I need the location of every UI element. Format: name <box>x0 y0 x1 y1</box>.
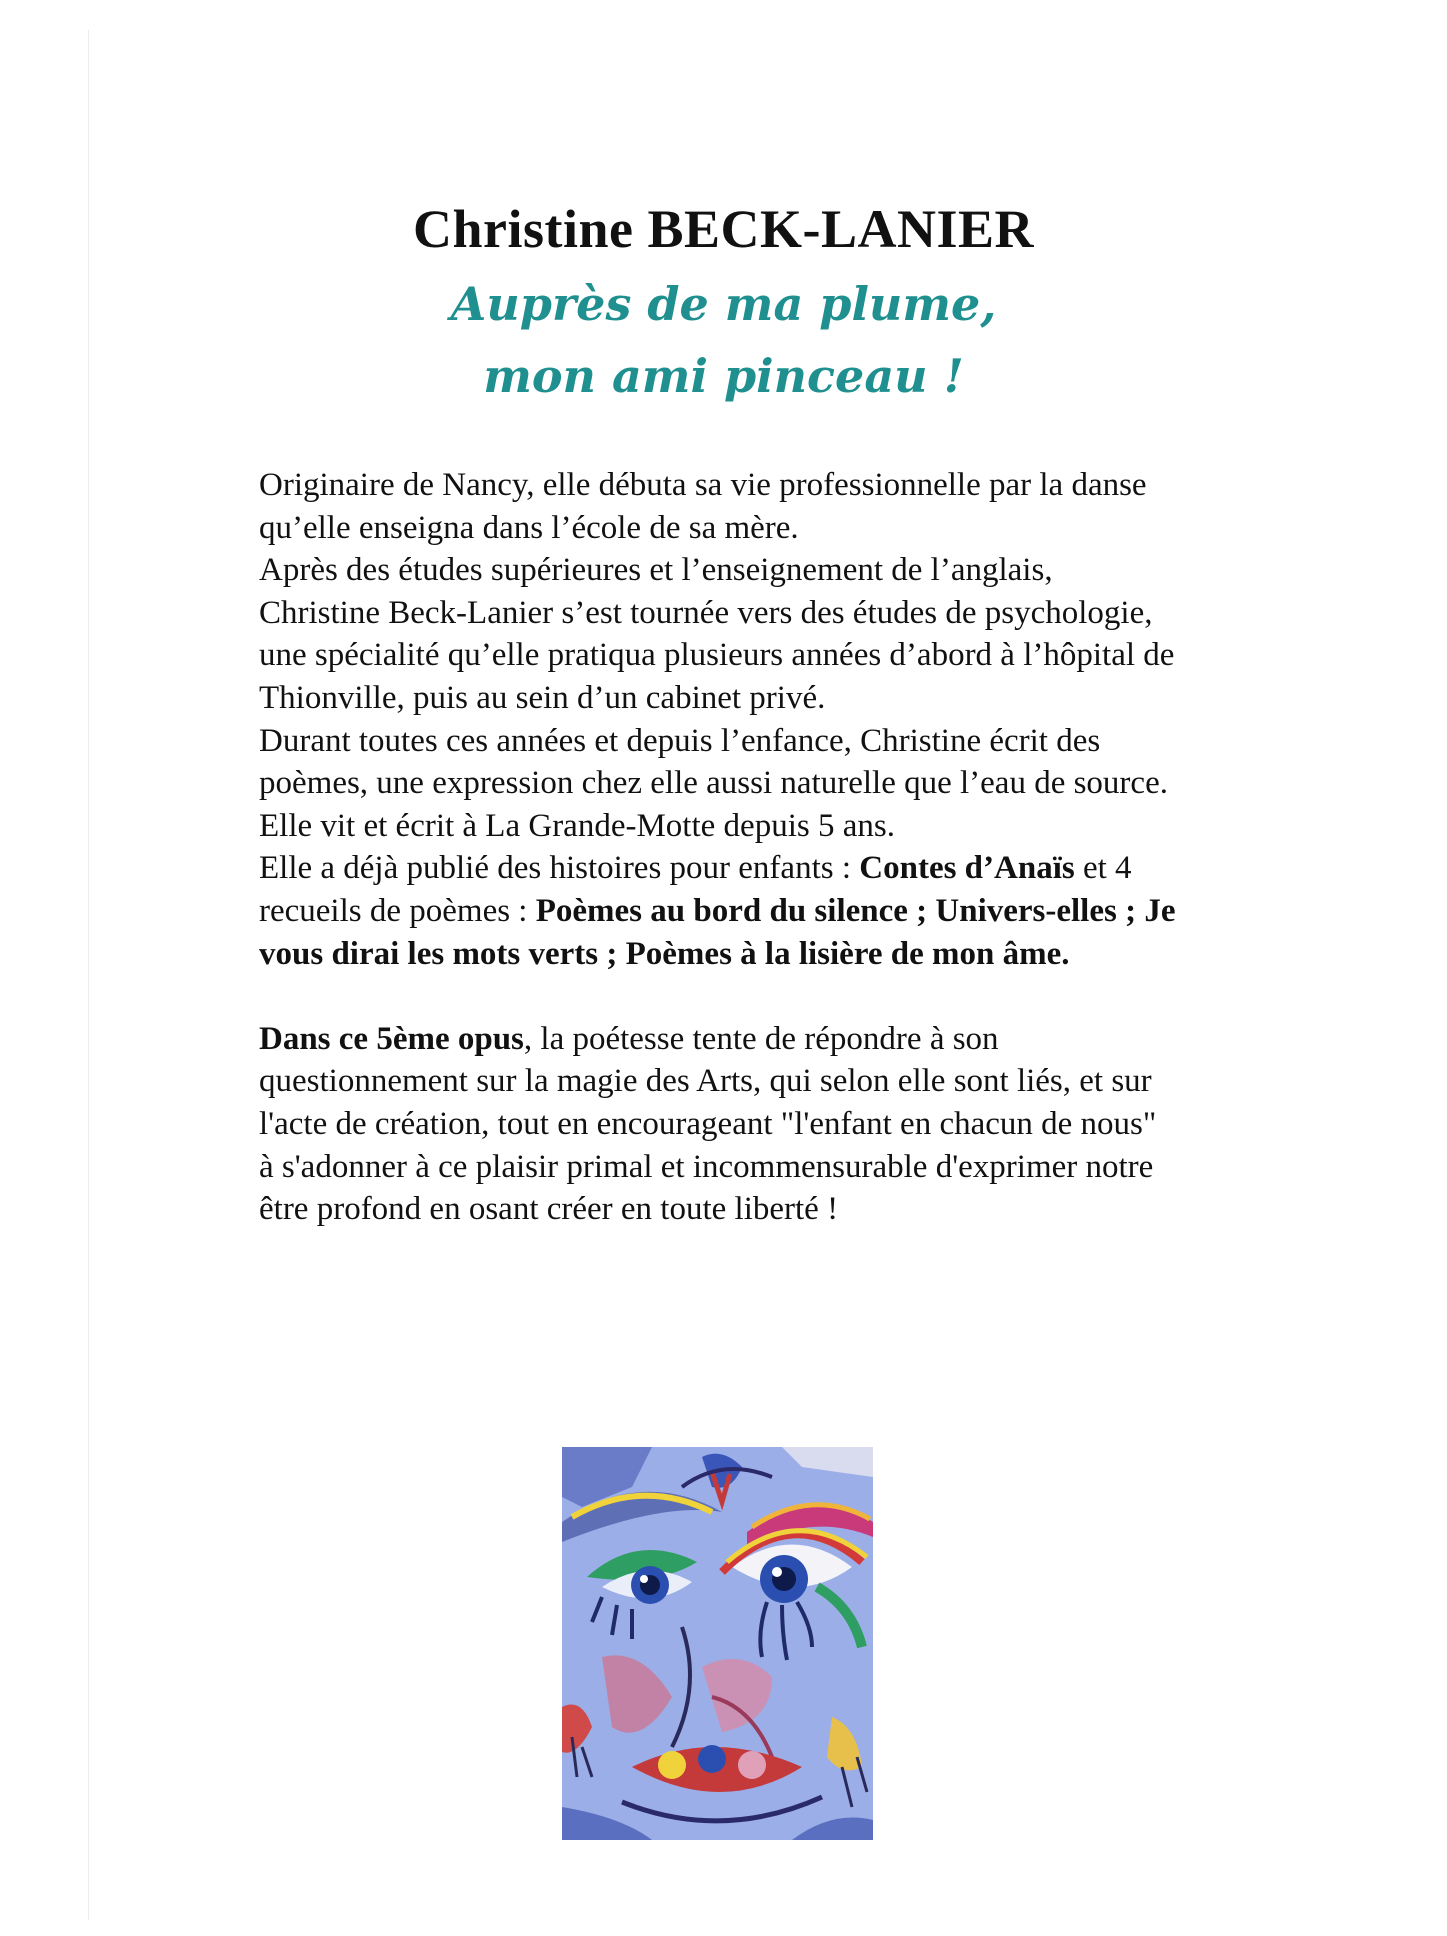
author-name: Christine BECK-LANIER <box>412 199 1035 259</box>
cover-painting <box>562 1447 873 1840</box>
header <box>0 196 1447 412</box>
paragraph-gap <box>259 975 1179 1018</box>
book-title-line-2: mon ami pinceau ! <box>483 349 964 403</box>
publications-intro: Elle a déjà publié des histoires pour enfants : <box>259 850 860 887</box>
bio-paragraph-poetry: Durant toutes ces années et depuis l’enfance, Christine écrit des poèmes, une expression chez elle aussi naturelle que l’eau de source. Elle vit et écrit à La Grande-Motte depuis 5 ans. <box>259 722 1168 844</box>
bio-paragraph-publications <box>259 847 1179 975</box>
biography <box>259 464 1179 1231</box>
publications-mid: et 4 recueils de poèmes : <box>259 850 1132 929</box>
book-title <box>0 268 1447 412</box>
bio-paragraph-studies: Après des études supérieures et l’enseignement de l’anglais, Christine Beck-Lanier s’est tournée vers des études de psychologie, une spécialité qu’elle pratiqua plusieurs années d’abord à l’hôpital de Thionville, puis au sein d’un cabinet privé. <box>259 552 1175 716</box>
poetry-collections-titles: Poèmes au bord du silence ; Univers-elles ; Je vous dirai les mots verts ; Poèmes à la lisière de mon âme. <box>259 892 1176 972</box>
bio-paragraph-origin: Originaire de Nancy, elle débuta sa vie professionnelle par la danse qu’elle enseigna dans l’école de sa mère. <box>259 467 1147 546</box>
abstract-face-painting <box>562 1447 873 1840</box>
children-book-title: Contes d’Anaïs <box>859 850 1075 887</box>
book-title-line-1: Auprès de ma plume, <box>450 277 997 331</box>
opus-text: , la poétesse tente de répondre à son questionnement sur la magie des Arts, qui selon elle sont liés, et sur l'acte de création, tout en encourageant "l'enfant en chacun de nous" à s'adonner à ce plaisir primal et incommensurable d'exprimer notre être profond en osant créer en toute liberté ! <box>259 1020 1157 1228</box>
opus-lead: Dans ce 5ème opus <box>259 1020 524 1057</box>
opus-paragraph <box>259 1018 1179 1231</box>
